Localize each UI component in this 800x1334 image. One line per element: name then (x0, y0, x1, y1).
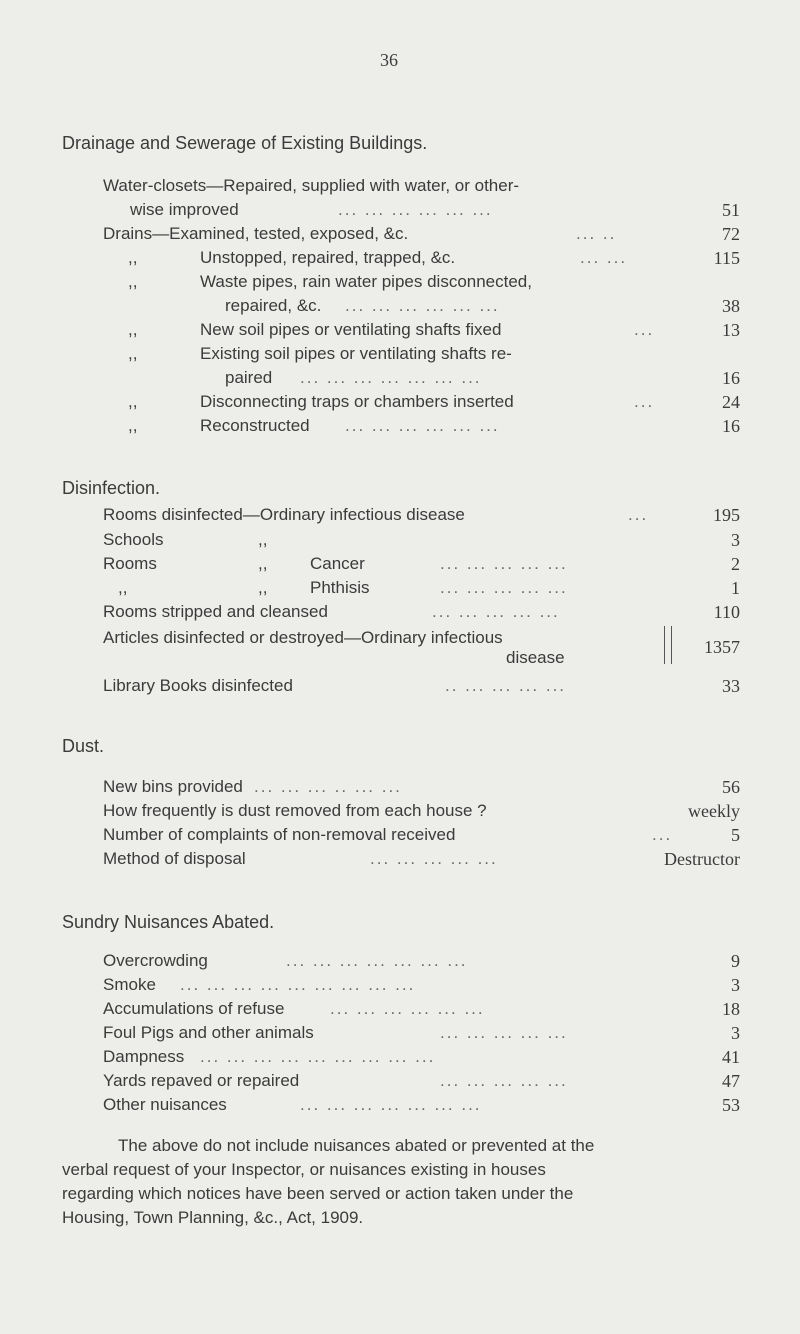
ditto-mark: ,, (128, 248, 138, 267)
table-row (0, 392, 800, 416)
table-row (0, 578, 800, 602)
table-row (0, 1047, 800, 1071)
row-label: wise improved (130, 200, 239, 219)
ditto-mark: ,, (128, 272, 138, 291)
row-value: weekly (688, 801, 740, 821)
row-label: Articles disinfected or destroyed—Ordinary infectious (103, 628, 503, 647)
leader-dots: ... ... ... ... ... (440, 1023, 568, 1042)
row-value: 33 (722, 676, 740, 696)
table-row (0, 416, 800, 440)
table-row (0, 999, 800, 1023)
row-label: Accumulations of refuse (103, 999, 285, 1018)
row-value: 9 (731, 951, 740, 971)
row-value: 1 (731, 578, 740, 598)
leader-dots: ... ... ... ... ... ... ... ... ... (180, 975, 416, 994)
leader-dots: ... ... ... ... ... ... ... (300, 368, 482, 387)
leader-dots: ... (652, 825, 673, 844)
row-label: Reconstructed (200, 416, 310, 435)
footnote-line: verbal request of your Inspector, or nuisances existing in houses (62, 1160, 546, 1179)
row-label: Yards repaved or repaired (103, 1071, 300, 1090)
table-row (0, 272, 800, 296)
table-row (0, 676, 800, 700)
ditto-mark: ,, (128, 344, 138, 363)
brace-mark (664, 626, 672, 664)
footnote-line: regarding which notices have been served or action taken under the (62, 1184, 574, 1203)
table-row (0, 1071, 800, 1095)
leader-dots: ... ... ... ... ... (432, 602, 560, 621)
table-row (0, 248, 800, 272)
table-row (0, 648, 800, 672)
row-label: paired (225, 368, 273, 387)
leader-dots: ... ... ... ... ... ... (345, 296, 500, 315)
row-sublabel: Cancer (310, 554, 365, 573)
row-value: 195 (713, 505, 740, 525)
table-row (0, 368, 800, 392)
row-value: 18 (722, 999, 740, 1019)
row-value: 2 (731, 554, 740, 574)
row-label: Number of complaints of non-removal received (103, 825, 456, 844)
row-value: 16 (722, 416, 740, 436)
leader-dots: ... (634, 392, 655, 411)
row-value: 3 (731, 975, 740, 995)
ditto-mark: ,, (258, 578, 268, 597)
row-label: Rooms stripped and cleansed (103, 602, 328, 621)
table-row (0, 530, 800, 554)
row-label: Drains—Examined, tested, exposed, &c. (103, 224, 409, 243)
ditto-mark: ,, (128, 392, 138, 411)
row-value: 5 (731, 825, 740, 845)
leader-dots: ... ... ... ... ... (370, 849, 498, 868)
row-label: Water-closets—Repaired, supplied with water, or other- (103, 176, 520, 195)
row-label: Other nuisances (103, 1095, 227, 1114)
disinfection-heading: Disinfection. (62, 478, 161, 498)
row-label: Rooms (103, 554, 157, 573)
leader-dots: ... ... ... ... ... ... ... ... ... (200, 1047, 436, 1066)
row-value: 41 (722, 1047, 740, 1067)
row-value: 3 (731, 1023, 740, 1043)
row-label: Overcrowding (103, 951, 208, 970)
table-row (0, 344, 800, 368)
row-value: 13 (722, 320, 740, 340)
table-row (0, 801, 800, 825)
leader-dots: ... ... ... ... ... (440, 578, 568, 597)
leader-dots: ... ... ... ... ... (440, 1071, 568, 1090)
row-label: Waste pipes, rain water pipes disconnected, (200, 272, 532, 291)
row-label: New bins provided (103, 777, 243, 796)
table-row (0, 975, 800, 999)
footnote-paragraph (62, 1134, 752, 1230)
table-row (0, 554, 800, 578)
leader-dots: ... .. (576, 224, 617, 243)
row-value: Destructor (664, 849, 740, 869)
row-value: 3 (731, 530, 740, 550)
row-label: Unstopped, repaired, trapped, &c. (200, 248, 456, 267)
row-value: 110 (713, 602, 740, 622)
leader-dots: ... ... ... ... ... ... (330, 999, 485, 1018)
row-label: How frequently is dust removed from each house ? (103, 801, 487, 820)
table-row (0, 176, 800, 200)
leader-dots: ... ... ... ... ... ... ... (300, 1095, 482, 1114)
row-value: 72 (722, 224, 740, 244)
leader-dots: ... ... ... .. ... ... (254, 777, 402, 796)
ditto-mark: ,, (258, 530, 268, 549)
row-value: 47 (722, 1071, 740, 1091)
ditto-mark: ,, (128, 320, 138, 339)
row-value: 115 (713, 248, 740, 268)
leader-dots: ... (628, 505, 649, 524)
table-row (0, 825, 800, 849)
row-label: Disconnecting traps or chambers inserted (200, 392, 514, 411)
row-value: 56 (722, 777, 740, 797)
page-number: 36 (380, 50, 398, 70)
table-row (0, 1095, 800, 1119)
row-label: New soil pipes or ventilating shafts fixed (200, 320, 502, 339)
dust-heading: Dust. (62, 736, 105, 756)
table-row (0, 951, 800, 975)
table-row (0, 296, 800, 320)
row-sublabel: Phthisis (310, 578, 370, 597)
ditto-mark: ,, (118, 578, 128, 597)
table-row (0, 602, 800, 626)
ditto-mark: ,, (258, 554, 268, 573)
table-row (0, 849, 800, 873)
row-label: Smoke (103, 975, 156, 994)
table-row (0, 200, 800, 224)
row-label: Library Books disinfected (103, 676, 293, 695)
ditto-mark: ,, (128, 416, 138, 435)
table-row (0, 1023, 800, 1047)
sundry-heading: Sundry Nuisances Abated. (62, 912, 275, 932)
leader-dots: ... ... (580, 248, 628, 267)
row-label: Existing soil pipes or ventilating shafts re- (200, 344, 512, 363)
row-value: 51 (722, 200, 740, 220)
leader-dots: ... ... ... ... ... ... ... (286, 951, 468, 970)
table-row (0, 320, 800, 344)
leader-dots: .. ... ... ... ... (445, 676, 567, 695)
row-label: disease (506, 648, 565, 667)
row-label: Foul Pigs and other animals (103, 1023, 314, 1042)
row-label: Dampness (103, 1047, 185, 1066)
row-value: 1357 (704, 637, 740, 657)
table-row (0, 505, 800, 529)
row-label: Rooms disinfected—Ordinary infectious disease (103, 505, 465, 524)
drainage-heading: Drainage and Sewerage of Existing Buildings. (62, 133, 428, 153)
leader-dots: ... ... ... ... ... ... (345, 416, 500, 435)
row-value: 24 (722, 392, 740, 412)
footnote-line: Housing, Town Planning, &c., Act, 1909. (62, 1208, 364, 1227)
table-row (0, 777, 800, 801)
row-value: 38 (722, 296, 740, 316)
row-value: 53 (722, 1095, 740, 1115)
row-label: repaired, &c. (225, 296, 322, 315)
row-label: Method of disposal (103, 849, 246, 868)
row-value: 16 (722, 368, 740, 388)
leader-dots: ... ... ... ... ... (440, 554, 568, 573)
leader-dots: ... ... ... ... ... ... (338, 200, 493, 219)
leader-dots: ... (634, 320, 655, 339)
row-label: Schools (103, 530, 164, 549)
footnote-line: The above do not include nuisances abated or prevented at the (118, 1136, 595, 1155)
table-row (0, 224, 800, 248)
